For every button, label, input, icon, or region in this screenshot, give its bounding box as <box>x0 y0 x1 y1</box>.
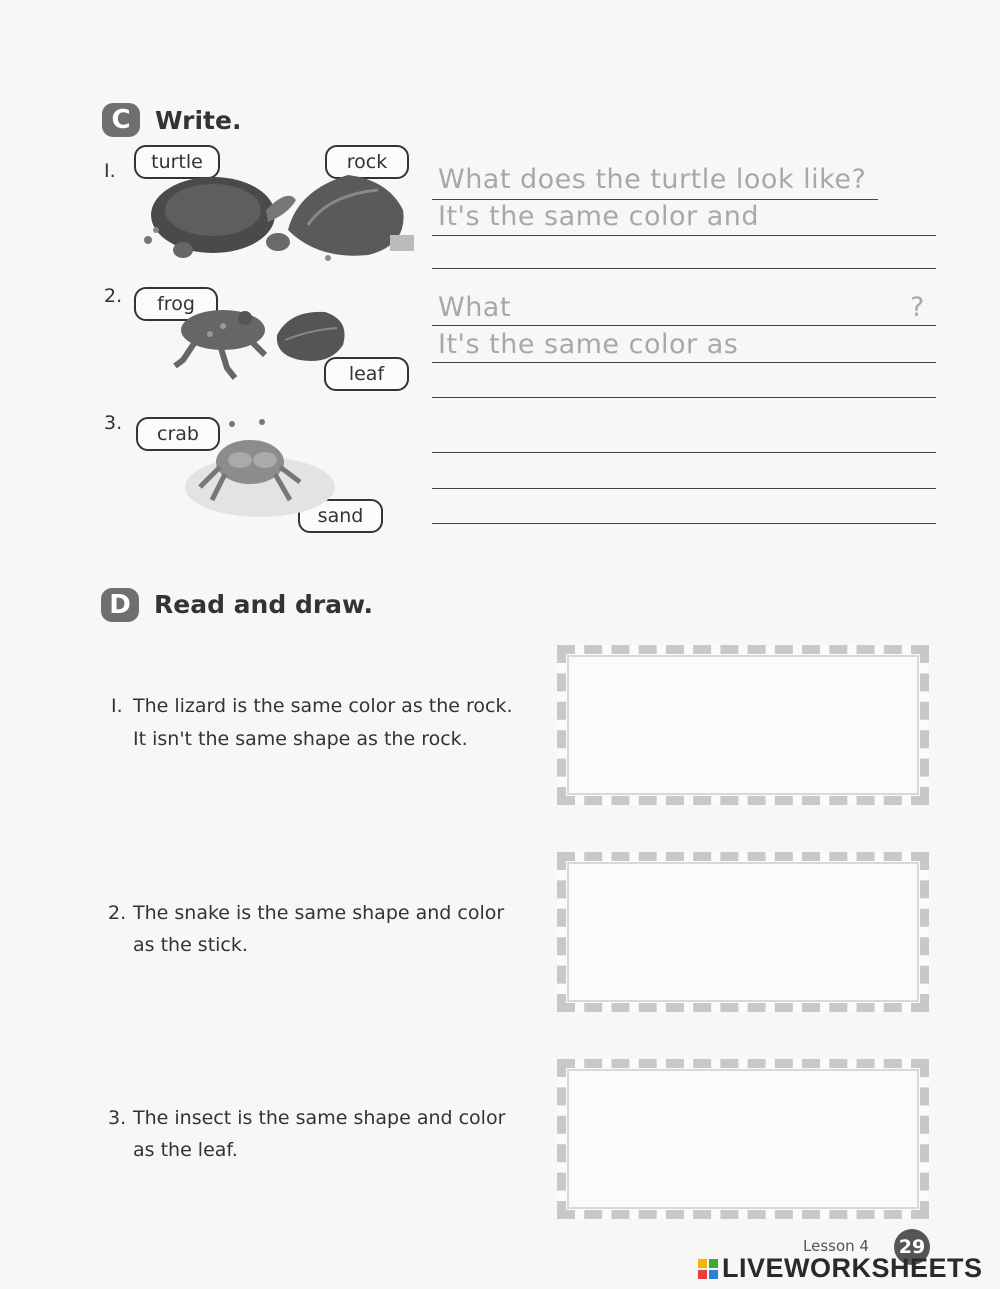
c-item-3-writing-line-3 <box>432 523 936 524</box>
d-item-3-line-1: The insect is the same shape and color <box>133 1107 506 1129</box>
c-item-2-writing-line-2 <box>432 362 936 363</box>
c-item-2-trace-question: What <box>438 292 511 323</box>
c-item-2-writing-line-1 <box>432 325 936 326</box>
c-item-1-word-rock: rock <box>325 145 409 179</box>
c-item-2-writing-line-3 <box>432 397 936 398</box>
c-item-1-trace-answer: It's the same color and <box>438 201 759 232</box>
c-item-1-word-turtle: turtle <box>134 145 220 179</box>
lesson-label: Lesson 4 <box>803 1237 869 1255</box>
section-d-badge: D <box>101 588 139 622</box>
c-item-2-word-frog: frog <box>134 287 218 321</box>
d-item-1-drawing-box[interactable] <box>557 645 929 805</box>
d-item-2-drawing-box[interactable] <box>557 852 929 1012</box>
crab-and-sand-illustration <box>180 412 340 522</box>
d-item-1-line-2: It isn't the same shape as the rock. <box>133 728 468 750</box>
c-item-3-writing-line-2 <box>432 488 936 489</box>
section-d-title: Read and draw. <box>154 590 374 619</box>
c-item-1-writing-line-1 <box>432 199 878 200</box>
frog-and-leaf-illustration <box>165 300 365 385</box>
c-item-3-writing-line-1 <box>432 452 936 453</box>
d-item-2-number: 2. <box>108 902 127 924</box>
d-item-3-line-2: as the leaf. <box>133 1139 238 1161</box>
c-item-2-word-leaf: leaf <box>324 357 409 391</box>
liveworksheets-logo-icon <box>698 1259 718 1279</box>
d-item-3-number: 3. <box>108 1107 127 1129</box>
section-c-title: Write. <box>155 106 242 135</box>
d-item-2-line-2: as the stick. <box>133 934 248 956</box>
c-item-2-number: 2. <box>104 285 123 307</box>
c-item-2-trace-question-mark: ? <box>910 292 925 323</box>
d-item-2-line-1: The snake is the same shape and color <box>133 902 505 924</box>
turtle-and-rock-illustration <box>128 170 428 265</box>
c-item-3-word-crab: crab <box>136 417 220 451</box>
c-item-1-number: I. <box>104 160 116 182</box>
page-number: 29 <box>894 1229 930 1265</box>
c-item-3-number: 3. <box>104 412 123 434</box>
liveworksheets-logo[interactable] <box>698 1253 983 1284</box>
c-item-3-word-sand: sand <box>298 499 383 533</box>
c-item-1-trace-question: What does the turtle look like? <box>438 164 867 195</box>
c-item-1-writing-line-3 <box>432 268 936 269</box>
d-item-1-number: I. <box>111 695 123 717</box>
liveworksheets-brand-text: LIVEWORKSHEETS <box>722 1253 983 1283</box>
c-item-2-trace-answer: It's the same color as <box>438 329 739 360</box>
d-item-1-line-1: The lizard is the same color as the rock. <box>133 695 513 717</box>
section-c-badge: C <box>102 103 140 137</box>
d-item-3-drawing-box[interactable] <box>557 1059 929 1219</box>
c-item-1-writing-line-2 <box>432 235 936 236</box>
